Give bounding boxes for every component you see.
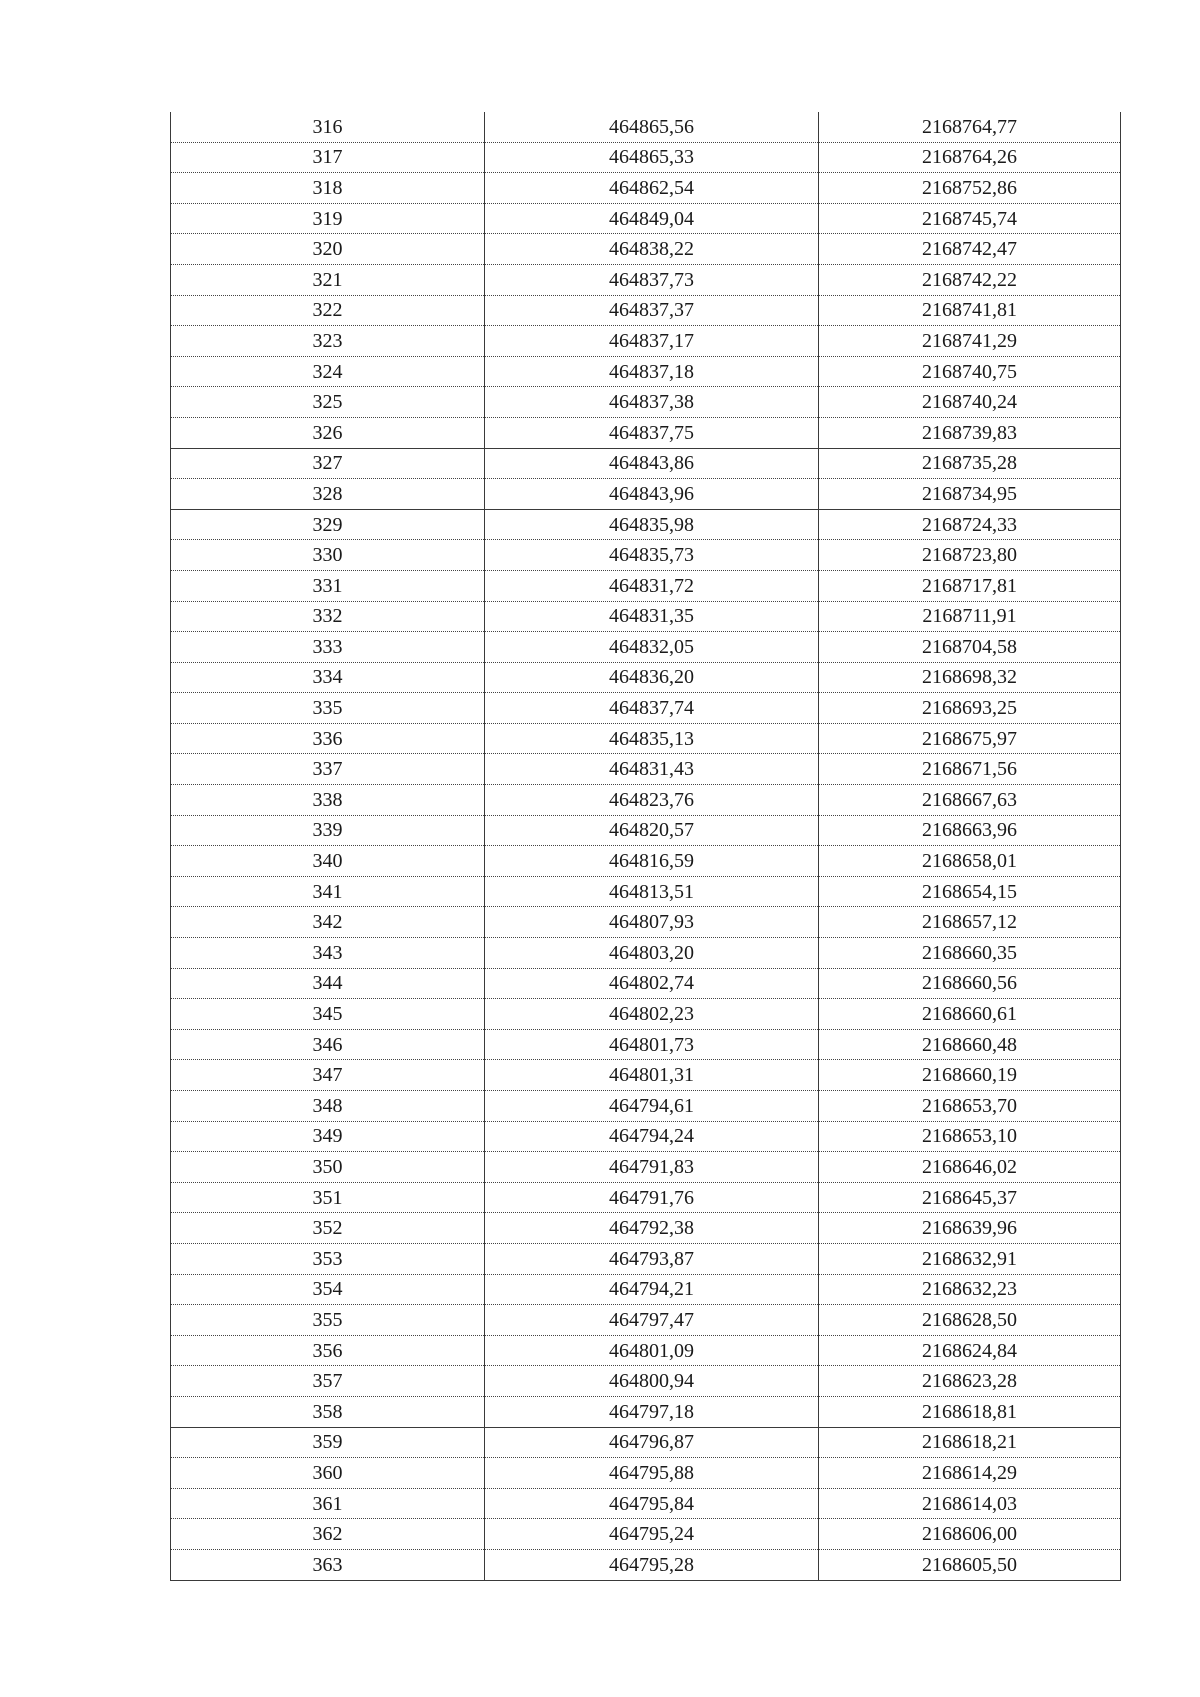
y-coordinate-cell: 2168632,91	[819, 1243, 1121, 1274]
table-row	[171, 1366, 1121, 1397]
y-coordinate-cell: 2168698,32	[819, 662, 1121, 693]
x-coordinate-cell: 464837,18	[485, 356, 819, 387]
coordinates-table	[170, 112, 1121, 1581]
y-coordinate-cell: 2168764,26	[819, 142, 1121, 173]
point-number-cell: 334	[171, 662, 485, 693]
y-coordinate-cell: 2168752,86	[819, 173, 1121, 204]
table-row	[171, 1396, 1121, 1427]
x-coordinate-cell: 464837,73	[485, 264, 819, 295]
table-row	[171, 907, 1121, 938]
table-row	[171, 540, 1121, 571]
x-coordinate-cell: 464836,20	[485, 662, 819, 693]
x-coordinate-cell: 464801,09	[485, 1335, 819, 1366]
x-coordinate-cell: 464807,93	[485, 907, 819, 938]
table-row	[171, 1305, 1121, 1336]
table-row	[171, 570, 1121, 601]
x-coordinate-cell: 464795,24	[485, 1519, 819, 1550]
y-coordinate-cell: 2168717,81	[819, 570, 1121, 601]
point-number-cell: 326	[171, 417, 485, 448]
y-coordinate-cell: 2168632,23	[819, 1274, 1121, 1305]
y-coordinate-cell: 2168624,84	[819, 1335, 1121, 1366]
point-number-cell: 342	[171, 907, 485, 938]
y-coordinate-cell: 2168628,50	[819, 1305, 1121, 1336]
x-coordinate-cell: 464793,87	[485, 1243, 819, 1274]
point-number-cell: 362	[171, 1519, 485, 1550]
table-row	[171, 785, 1121, 816]
table-row	[171, 1213, 1121, 1244]
y-coordinate-cell: 2168742,47	[819, 234, 1121, 265]
table-row	[171, 1519, 1121, 1550]
table-row	[171, 203, 1121, 234]
point-number-cell: 359	[171, 1427, 485, 1458]
y-coordinate-cell: 2168660,19	[819, 1060, 1121, 1091]
x-coordinate-cell: 464802,23	[485, 999, 819, 1030]
table-row	[171, 601, 1121, 632]
x-coordinate-cell: 464794,21	[485, 1274, 819, 1305]
table-row	[171, 1182, 1121, 1213]
point-number-cell: 329	[171, 509, 485, 540]
x-coordinate-cell: 464837,74	[485, 693, 819, 724]
point-number-cell: 323	[171, 326, 485, 357]
point-number-cell: 332	[171, 601, 485, 632]
table-row	[171, 1549, 1121, 1580]
x-coordinate-cell: 464795,28	[485, 1549, 819, 1580]
coordinates-table-body	[171, 112, 1121, 1580]
y-coordinate-cell: 2168660,35	[819, 938, 1121, 969]
y-coordinate-cell: 2168741,29	[819, 326, 1121, 357]
x-coordinate-cell: 464801,73	[485, 1029, 819, 1060]
point-number-cell: 319	[171, 203, 485, 234]
table-row	[171, 509, 1121, 540]
x-coordinate-cell: 464835,98	[485, 509, 819, 540]
table-row	[171, 173, 1121, 204]
x-coordinate-cell: 464813,51	[485, 876, 819, 907]
x-coordinate-cell: 464792,38	[485, 1213, 819, 1244]
x-coordinate-cell: 464794,24	[485, 1121, 819, 1152]
x-coordinate-cell: 464837,75	[485, 417, 819, 448]
y-coordinate-cell: 2168724,33	[819, 509, 1121, 540]
y-coordinate-cell: 2168693,25	[819, 693, 1121, 724]
table-row	[171, 1335, 1121, 1366]
table-row	[171, 264, 1121, 295]
y-coordinate-cell: 2168614,29	[819, 1458, 1121, 1489]
point-number-cell: 333	[171, 632, 485, 663]
table-row	[171, 938, 1121, 969]
table-row	[171, 326, 1121, 357]
point-number-cell: 341	[171, 876, 485, 907]
table-row	[171, 295, 1121, 326]
point-number-cell: 324	[171, 356, 485, 387]
x-coordinate-cell: 464797,18	[485, 1396, 819, 1427]
point-number-cell: 337	[171, 754, 485, 785]
x-coordinate-cell: 464823,76	[485, 785, 819, 816]
x-coordinate-cell: 464837,17	[485, 326, 819, 357]
table-row	[171, 876, 1121, 907]
point-number-cell: 357	[171, 1366, 485, 1397]
x-coordinate-cell: 464802,74	[485, 968, 819, 999]
y-coordinate-cell: 2168734,95	[819, 479, 1121, 510]
point-number-cell: 351	[171, 1182, 485, 1213]
y-coordinate-cell: 2168657,12	[819, 907, 1121, 938]
point-number-cell: 346	[171, 1029, 485, 1060]
y-coordinate-cell: 2168671,56	[819, 754, 1121, 785]
y-coordinate-cell: 2168605,50	[819, 1549, 1121, 1580]
x-coordinate-cell: 464838,22	[485, 234, 819, 265]
point-number-cell: 349	[171, 1121, 485, 1152]
table-row	[171, 662, 1121, 693]
table-row	[171, 112, 1121, 142]
y-coordinate-cell: 2168704,58	[819, 632, 1121, 663]
table-row	[171, 417, 1121, 448]
y-coordinate-cell: 2168660,48	[819, 1029, 1121, 1060]
y-coordinate-cell: 2168618,21	[819, 1427, 1121, 1458]
y-coordinate-cell: 2168675,97	[819, 723, 1121, 754]
y-coordinate-cell: 2168740,75	[819, 356, 1121, 387]
point-number-cell: 330	[171, 540, 485, 571]
table-row	[171, 632, 1121, 663]
y-coordinate-cell: 2168740,24	[819, 387, 1121, 418]
x-coordinate-cell: 464795,84	[485, 1488, 819, 1519]
y-coordinate-cell: 2168639,96	[819, 1213, 1121, 1244]
x-coordinate-cell: 464797,47	[485, 1305, 819, 1336]
y-coordinate-cell: 2168663,96	[819, 815, 1121, 846]
table-row	[171, 1274, 1121, 1305]
point-number-cell: 363	[171, 1549, 485, 1580]
table-row	[171, 387, 1121, 418]
x-coordinate-cell: 464791,76	[485, 1182, 819, 1213]
point-number-cell: 354	[171, 1274, 485, 1305]
point-number-cell: 350	[171, 1152, 485, 1183]
x-coordinate-cell: 464795,88	[485, 1458, 819, 1489]
x-coordinate-cell: 464831,43	[485, 754, 819, 785]
table-row	[171, 234, 1121, 265]
x-coordinate-cell: 464796,87	[485, 1427, 819, 1458]
y-coordinate-cell: 2168653,10	[819, 1121, 1121, 1152]
x-coordinate-cell: 464835,13	[485, 723, 819, 754]
y-coordinate-cell: 2168745,74	[819, 203, 1121, 234]
x-coordinate-cell: 464800,94	[485, 1366, 819, 1397]
table-row	[171, 815, 1121, 846]
y-coordinate-cell: 2168623,28	[819, 1366, 1121, 1397]
x-coordinate-cell: 464791,83	[485, 1152, 819, 1183]
point-number-cell: 360	[171, 1458, 485, 1489]
x-coordinate-cell: 464794,61	[485, 1091, 819, 1122]
table-row	[171, 356, 1121, 387]
point-number-cell: 331	[171, 570, 485, 601]
y-coordinate-cell: 2168645,37	[819, 1182, 1121, 1213]
x-coordinate-cell: 464831,72	[485, 570, 819, 601]
point-number-cell: 317	[171, 142, 485, 173]
table-row	[171, 1243, 1121, 1274]
y-coordinate-cell: 2168741,81	[819, 295, 1121, 326]
point-number-cell: 352	[171, 1213, 485, 1244]
x-coordinate-cell: 464832,05	[485, 632, 819, 663]
point-number-cell: 325	[171, 387, 485, 418]
table-row	[171, 1029, 1121, 1060]
table-row	[171, 1488, 1121, 1519]
table-row	[171, 846, 1121, 877]
y-coordinate-cell: 2168653,70	[819, 1091, 1121, 1122]
point-number-cell: 336	[171, 723, 485, 754]
y-coordinate-cell: 2168660,56	[819, 968, 1121, 999]
x-coordinate-cell: 464837,37	[485, 295, 819, 326]
y-coordinate-cell: 2168658,01	[819, 846, 1121, 877]
table-row	[171, 693, 1121, 724]
x-coordinate-cell: 464843,86	[485, 448, 819, 479]
table-row	[171, 1152, 1121, 1183]
y-coordinate-cell: 2168735,28	[819, 448, 1121, 479]
table-row	[171, 999, 1121, 1030]
point-number-cell: 343	[171, 938, 485, 969]
table-row	[171, 723, 1121, 754]
table-row	[171, 1458, 1121, 1489]
y-coordinate-cell: 2168711,91	[819, 601, 1121, 632]
x-coordinate-cell: 464820,57	[485, 815, 819, 846]
point-number-cell: 339	[171, 815, 485, 846]
x-coordinate-cell: 464831,35	[485, 601, 819, 632]
point-number-cell: 345	[171, 999, 485, 1030]
table-row	[171, 479, 1121, 510]
x-coordinate-cell: 464849,04	[485, 203, 819, 234]
point-number-cell: 344	[171, 968, 485, 999]
y-coordinate-cell: 2168618,81	[819, 1396, 1121, 1427]
point-number-cell: 321	[171, 264, 485, 295]
point-number-cell: 353	[171, 1243, 485, 1274]
point-number-cell: 347	[171, 1060, 485, 1091]
point-number-cell: 355	[171, 1305, 485, 1336]
table-row	[171, 968, 1121, 999]
point-number-cell: 328	[171, 479, 485, 510]
point-number-cell: 318	[171, 173, 485, 204]
point-number-cell: 356	[171, 1335, 485, 1366]
x-coordinate-cell: 464801,31	[485, 1060, 819, 1091]
x-coordinate-cell: 464862,54	[485, 173, 819, 204]
x-coordinate-cell: 464865,56	[485, 112, 819, 142]
y-coordinate-cell: 2168606,00	[819, 1519, 1121, 1550]
x-coordinate-cell: 464803,20	[485, 938, 819, 969]
y-coordinate-cell: 2168764,77	[819, 112, 1121, 142]
x-coordinate-cell: 464843,96	[485, 479, 819, 510]
point-number-cell: 358	[171, 1396, 485, 1427]
point-number-cell: 322	[171, 295, 485, 326]
point-number-cell: 320	[171, 234, 485, 265]
table-row	[171, 1060, 1121, 1091]
y-coordinate-cell: 2168742,22	[819, 264, 1121, 295]
y-coordinate-cell: 2168667,63	[819, 785, 1121, 816]
table-row	[171, 448, 1121, 479]
x-coordinate-cell: 464865,33	[485, 142, 819, 173]
point-number-cell: 327	[171, 448, 485, 479]
x-coordinate-cell: 464837,38	[485, 387, 819, 418]
y-coordinate-cell: 2168723,80	[819, 540, 1121, 571]
table-row	[171, 1091, 1121, 1122]
point-number-cell: 361	[171, 1488, 485, 1519]
y-coordinate-cell: 2168739,83	[819, 417, 1121, 448]
table-row	[171, 1121, 1121, 1152]
table-row	[171, 142, 1121, 173]
x-coordinate-cell: 464816,59	[485, 846, 819, 877]
point-number-cell: 348	[171, 1091, 485, 1122]
point-number-cell: 316	[171, 112, 485, 142]
point-number-cell: 335	[171, 693, 485, 724]
y-coordinate-cell: 2168614,03	[819, 1488, 1121, 1519]
table-row	[171, 1427, 1121, 1458]
y-coordinate-cell: 2168654,15	[819, 876, 1121, 907]
point-number-cell: 338	[171, 785, 485, 816]
y-coordinate-cell: 2168646,02	[819, 1152, 1121, 1183]
y-coordinate-cell: 2168660,61	[819, 999, 1121, 1030]
table-row	[171, 754, 1121, 785]
point-number-cell: 340	[171, 846, 485, 877]
x-coordinate-cell: 464835,73	[485, 540, 819, 571]
